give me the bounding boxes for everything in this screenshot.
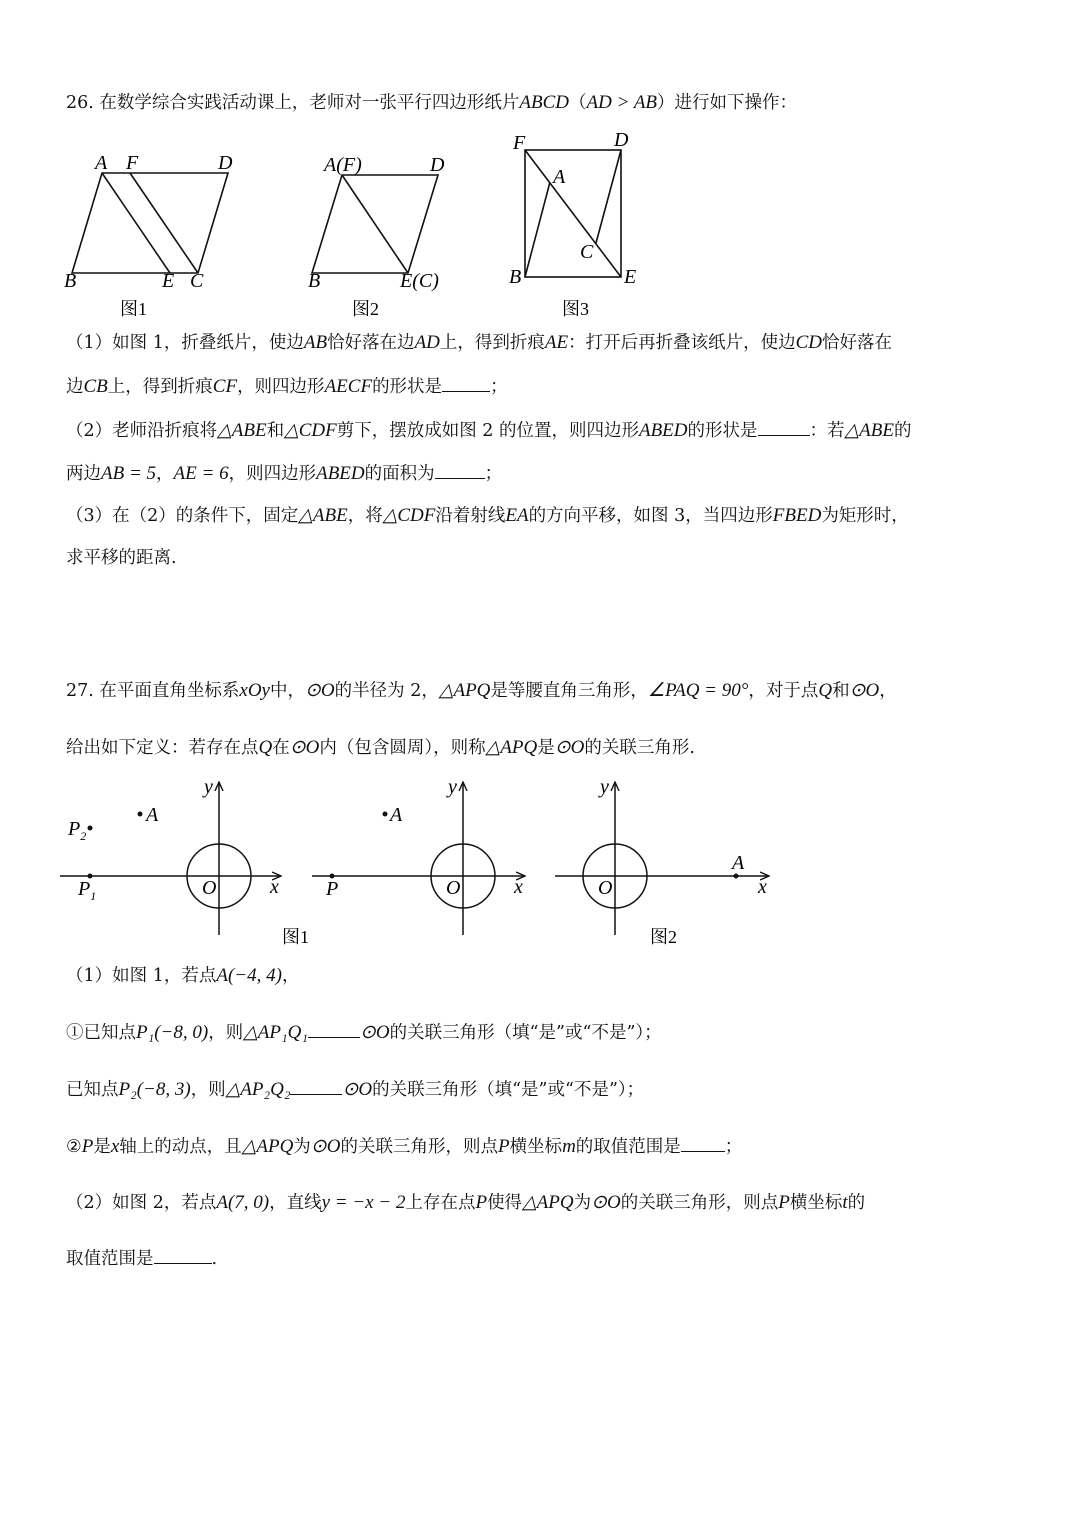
text: 的 <box>893 421 912 441</box>
text: 恰好落在 <box>822 333 893 353</box>
answer-blank[interactable] <box>290 1076 342 1095</box>
math-ab: AB <box>303 332 328 353</box>
text: 为 <box>293 1137 311 1157</box>
point-a <box>138 812 143 817</box>
label-a: A <box>390 804 403 826</box>
text: 为 <box>573 1193 592 1213</box>
math-circle-o: ⊙O <box>342 1079 373 1100</box>
text: ； <box>724 1137 743 1157</box>
math-circle-o: ⊙O <box>289 737 320 758</box>
label-a-f: A(F) <box>324 154 362 176</box>
caption-fig1: 图1 <box>282 927 309 947</box>
text: 的形状是 <box>372 377 443 397</box>
text: 横坐标 <box>789 1193 843 1213</box>
math-triangle-apq: △APQ <box>522 1192 574 1213</box>
answer-blank[interactable] <box>154 1245 212 1264</box>
text: 剪下，摆放成如图 2 的位置，则四边形 <box>336 421 639 441</box>
text: ，则四边形 <box>228 464 317 484</box>
text: 的关联三角形，则点 <box>620 1193 779 1213</box>
math-ad: AD <box>414 332 440 353</box>
math-p: P <box>475 1192 488 1213</box>
math-circle-o: ⊙O <box>849 680 880 701</box>
text: ：若 <box>809 421 845 441</box>
math-triangle-abe: △ABE <box>217 420 267 441</box>
q27-part1-item1 <box>66 1019 1040 1046</box>
text: ； <box>490 377 508 397</box>
text: 的面积为 <box>364 464 435 484</box>
label-d: D <box>430 154 445 176</box>
math-abcd: ABCD <box>519 92 570 113</box>
math-triangle-abe: △ABE <box>844 420 894 441</box>
text: ， <box>879 681 897 701</box>
text: 的取值范围是 <box>575 1137 681 1157</box>
text: ，对于点 <box>748 681 819 701</box>
answer-blank[interactable] <box>308 1019 360 1038</box>
text: 恰好落在边 <box>327 333 415 353</box>
q26-part3-line1 <box>66 503 1040 529</box>
text: 横坐标 <box>509 1137 563 1157</box>
math-triangle-abe: △ABE <box>298 505 348 526</box>
math-circle-o: ⊙O <box>305 680 335 701</box>
answer-blank[interactable] <box>758 417 810 436</box>
text: 两边 <box>66 464 101 484</box>
math-angle-paq: ∠PAQ = 90° <box>647 680 749 701</box>
text: ：打开后再折叠该纸片，使边 <box>568 333 796 353</box>
math-circle-o: ⊙O <box>554 737 585 758</box>
text: 取值范围是 <box>66 1249 154 1269</box>
label-c: C <box>580 241 594 263</box>
segment-ae <box>342 175 408 273</box>
text: （2）老师沿折痕将 <box>66 421 218 441</box>
math-fbed: FBED <box>772 505 822 526</box>
math-t: t <box>842 1192 848 1213</box>
segment-cd <box>596 150 621 243</box>
text: 轴上的动点，且 <box>119 1137 242 1157</box>
q26-figure-2 <box>300 145 470 325</box>
text: 的关联三角形. <box>584 738 695 758</box>
q27-line1 <box>66 678 1040 704</box>
math-triangle-ap2q2: △AP₂Q₂ <box>225 1079 291 1100</box>
q26-intro <box>66 90 1040 116</box>
text: 使得 <box>487 1193 523 1213</box>
math-m: m <box>562 1136 576 1157</box>
text: ② <box>66 1137 82 1157</box>
q26-intro-end: ）进行如下操作： <box>657 93 798 113</box>
text: 求平移的距离. <box>66 548 177 568</box>
math-circle-o: ⊙O <box>591 1192 621 1213</box>
math-triangle-cdf: △CDF <box>382 505 436 526</box>
math-cd: CD <box>795 332 823 353</box>
math-abed: ABED <box>638 420 688 441</box>
rectangle-fbed-diagram <box>500 125 660 325</box>
label-o: O <box>446 877 461 899</box>
q27-part1-item1b <box>66 1076 1040 1103</box>
math-p: P <box>497 1136 510 1157</box>
label-a: A <box>553 166 566 188</box>
q26-part1-line2 <box>66 373 1040 400</box>
math-circle-o: ⊙O <box>359 1022 390 1043</box>
math-ad-gt-ab: AD > AB <box>586 92 658 113</box>
q27-part1 <box>66 963 1040 989</box>
point-a <box>383 812 388 817</box>
point-a <box>734 874 739 879</box>
q27-figures <box>60 775 790 955</box>
label-e-c: E(C) <box>400 270 439 292</box>
label-x: x <box>514 876 523 898</box>
caption-fig2: 图2 <box>352 299 379 319</box>
q26-part2-line1 <box>66 417 1040 444</box>
math-p: P <box>778 1192 790 1213</box>
caption-fig2: 图2 <box>650 927 677 947</box>
text: 是 <box>537 738 555 758</box>
math-triangle-apq: △APQ <box>438 680 491 701</box>
caption-fig3: 图3 <box>562 299 589 319</box>
text: 是 <box>93 1137 111 1157</box>
text: ，将 <box>347 506 383 526</box>
math-q: Q <box>258 737 273 758</box>
label-y: y <box>204 776 213 798</box>
text: ①已知点 <box>66 1023 136 1043</box>
segment-ba <box>525 182 550 277</box>
text: . <box>211 1249 218 1269</box>
math-xoy: xOy <box>239 680 270 701</box>
coordinate-diagrams <box>60 775 790 955</box>
text: 给出如下定义：若存在点 <box>66 738 259 758</box>
quadrilateral-abed-diagram <box>300 145 470 325</box>
label-e: E <box>162 270 175 292</box>
figure-1b <box>312 776 524 935</box>
math-point-p2: P₂(−8, 3) <box>118 1079 191 1100</box>
q26-intro-text: 26. 在数学综合实践活动课上，老师对一张平行四边形纸片 <box>66 93 520 113</box>
text: （1）如图 1，折叠纸片，使边 <box>66 333 304 353</box>
math-ae: AE <box>544 332 569 353</box>
text: 在 <box>272 738 290 758</box>
text: ，则 <box>208 1023 244 1043</box>
q26-figure-1 <box>60 145 250 325</box>
text: （1）如图 1，若点 <box>66 966 217 986</box>
label-e: E <box>624 266 637 288</box>
text: ， <box>281 966 300 986</box>
text: 上，得到折痕 <box>439 333 545 353</box>
math-ab-5: AB = 5 <box>101 463 157 484</box>
text: ； <box>484 464 503 484</box>
label-p1: $P_1$ <box>78 878 97 903</box>
text: ，直线 <box>269 1193 322 1213</box>
math-point-a: A(−4, 4) <box>216 965 282 986</box>
figure-1a <box>60 776 309 947</box>
paren-open: （ <box>569 93 587 113</box>
text: 是等腰直角三角形， <box>490 681 648 701</box>
text: 的方向平移，如图 3，当四边形 <box>528 506 773 526</box>
math-aecf: AECF <box>324 376 373 397</box>
math-x: x <box>110 1136 120 1157</box>
text: 的 <box>847 1193 866 1213</box>
label-b: B <box>509 266 522 288</box>
label-d: D <box>614 129 629 151</box>
label-b: B <box>308 270 321 292</box>
text: ，则四边形 <box>237 377 325 397</box>
math-ea: EA <box>505 505 529 526</box>
caption-fig1: 图1 <box>120 299 147 319</box>
label-a: A <box>732 852 745 874</box>
text: ， <box>156 464 174 484</box>
crease-cf <box>130 173 198 273</box>
label-x: x <box>758 876 767 898</box>
label-y: y <box>600 776 609 798</box>
text: （2）如图 2，若点 <box>66 1193 217 1213</box>
label-a: A <box>95 152 108 174</box>
label-b: B <box>64 270 77 292</box>
text: 和 <box>266 421 285 441</box>
label-y: y <box>448 776 457 798</box>
text: 的半径为 2， <box>334 681 439 701</box>
crease-ae <box>102 173 170 273</box>
label-p: P <box>326 878 339 900</box>
text: ，则 <box>190 1080 226 1100</box>
text: （3）在（2）的条件下，固定 <box>66 506 299 526</box>
label-d: D <box>218 152 233 174</box>
label-p2: $P_2$ <box>68 818 87 843</box>
point-p2 <box>88 826 93 831</box>
parallelogram-fold-diagram <box>60 145 250 325</box>
label-o: O <box>202 877 217 899</box>
q27-part2-line1 <box>66 1190 1040 1216</box>
math-q: Q <box>818 680 833 701</box>
math-triangle-apq: △APQ <box>485 737 538 758</box>
text: 和 <box>832 681 850 701</box>
q27-line2 <box>66 735 1040 761</box>
label-c: C <box>190 270 204 292</box>
text: 内（包含圆周），则称 <box>319 738 486 758</box>
text: 的关联三角形（填“是”或“不是”）； <box>372 1080 645 1100</box>
q27-part2-line2 <box>66 1245 1040 1272</box>
math-circle-o: ⊙O <box>310 1136 341 1157</box>
math-triangle-cdf: △CDF <box>284 420 337 441</box>
text: 已知点 <box>66 1080 119 1100</box>
text: 中， <box>270 681 305 701</box>
math-point-a: A(7, 0) <box>216 1192 270 1213</box>
label-a: A <box>146 804 159 826</box>
text: 27. 在平面直角坐标系 <box>66 681 240 701</box>
text: 上存在点 <box>405 1193 476 1213</box>
diagonal-fe <box>525 150 621 277</box>
text: 上，得到折痕 <box>107 377 213 397</box>
figure-2 <box>555 776 768 947</box>
label-x: x <box>270 876 279 898</box>
text: 的关联三角形，则点 <box>340 1137 498 1157</box>
text: 的关联三角形（填“是”或“不是”）； <box>389 1023 662 1043</box>
text: 的形状是 <box>687 421 758 441</box>
math-ae-6: AE = 6 <box>173 463 229 484</box>
math-triangle-ap1q1: △AP₁Q₁ <box>243 1022 308 1043</box>
text: 边 <box>66 377 84 397</box>
answer-blank[interactable] <box>442 373 490 392</box>
q27-part1-item2 <box>66 1133 1040 1160</box>
answer-blank[interactable] <box>681 1133 725 1152</box>
math-point-p1: P₁(−8, 0) <box>136 1022 209 1043</box>
text: 沿着射线 <box>435 506 506 526</box>
text: 为矩形时， <box>821 506 909 526</box>
q26-figure-3 <box>500 125 660 325</box>
math-p: P <box>81 1136 94 1157</box>
parallelogram-abcd <box>72 173 228 273</box>
math-cf: CF <box>212 376 238 397</box>
math-line-equation: y = −x − 2 <box>321 1192 406 1213</box>
math-abed: ABED <box>316 463 365 484</box>
answer-blank[interactable] <box>435 460 485 479</box>
label-f: F <box>513 132 526 154</box>
math-triangle-apq: △APQ <box>241 1136 294 1157</box>
q26-part1-line1 <box>66 330 1040 356</box>
label-o: O <box>598 877 613 899</box>
q26-part3-line2 <box>66 545 1040 571</box>
q26-part2-line2 <box>66 460 1040 487</box>
label-f: F <box>126 152 139 174</box>
math-cb: CB <box>83 376 108 397</box>
